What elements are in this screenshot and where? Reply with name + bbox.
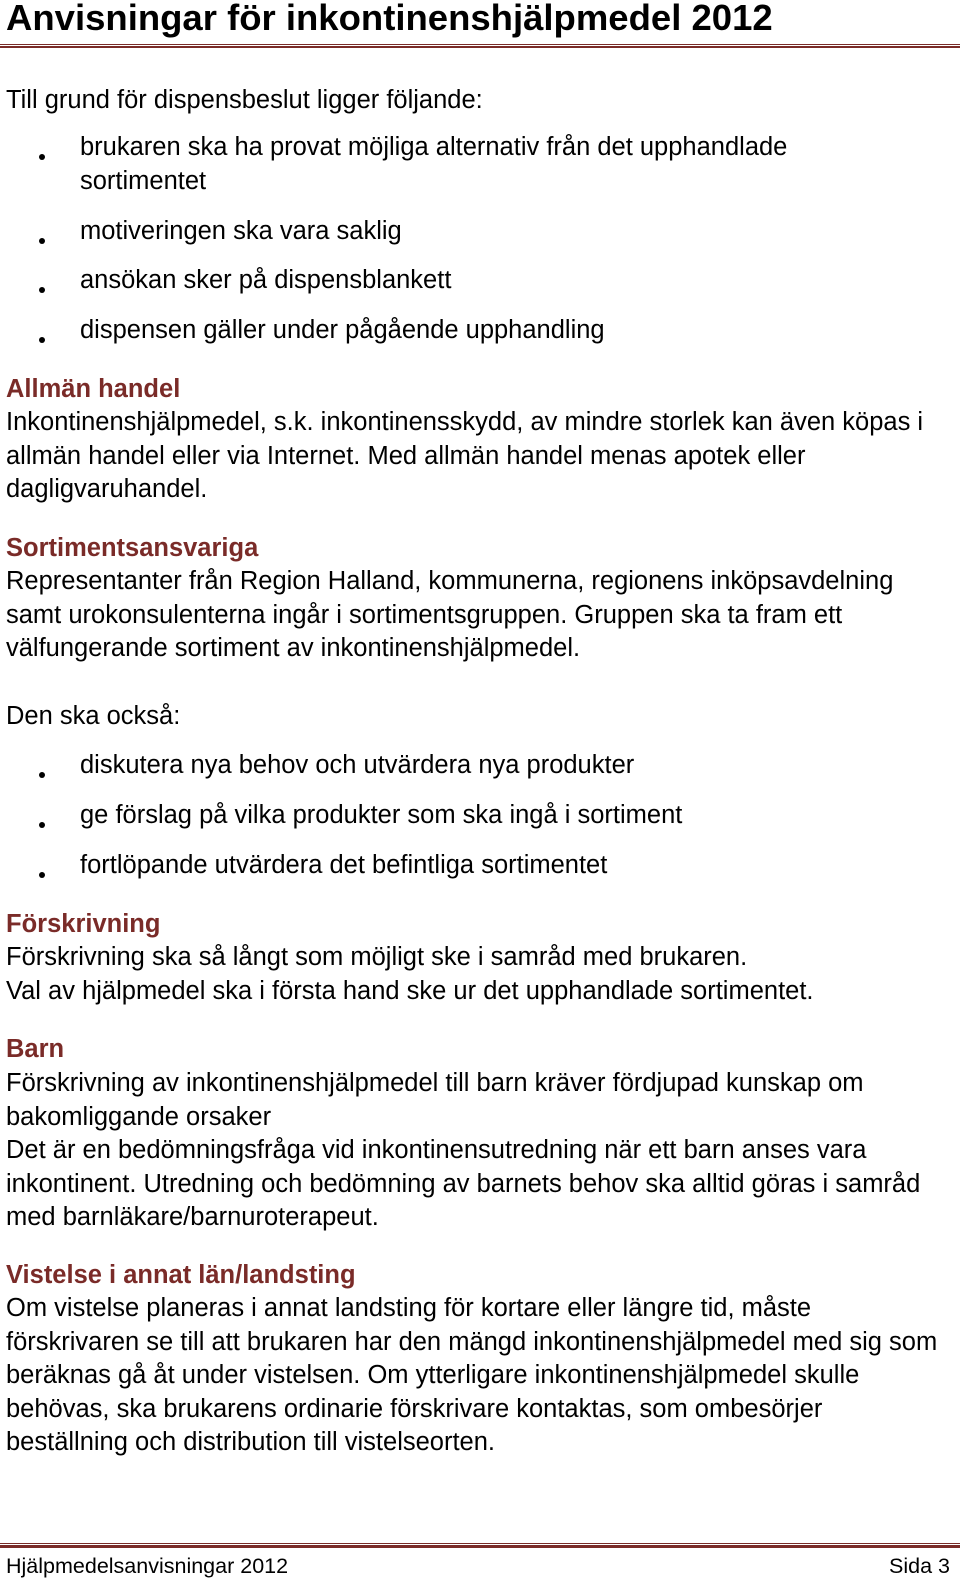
list-item-text: dispensen gäller under pågående upphandling [80, 316, 605, 344]
header-divider [0, 44, 960, 48]
section-text-vistelse: Om vistelse planeras i annat landsting för kortare eller längre tid, måste förskrivaren se till att brukaren har den mängd inkontinenshjälpmedel med sig som beräknas gå åt under vistelsen. Om ytterligare inkontinenshjälpmedel skulle behövas, ska brukarens ordinarie förskrivare kontaktas, som ombesörjer beställning och distribution till vistelseorten. [6, 1294, 938, 1456]
section-heading-barn: Barn [6, 1035, 65, 1063]
bullet-icon [39, 337, 45, 343]
section-text-forskrivning-2: Val av hjälpmedel ska i första hand ske ur det upphandlade sortimentet. [6, 977, 814, 1005]
section-text-forskrivning-1: Förskrivning ska så långt som möjligt ske i samråd med brukaren. [6, 943, 748, 971]
section-heading-sortimentsansvariga: Sortimentsansvariga [6, 534, 259, 562]
list-item-text: brukaren ska ha provat möjliga alternativ från det upphandlade sortimentet [80, 133, 788, 195]
section-lead-sortimentsansvariga: Den ska också: [6, 702, 181, 730]
intro-text: Till grund för dispensbeslut ligger följande: [6, 86, 483, 114]
bullet-icon [39, 238, 45, 244]
section-text-allman-handel: Inkontinenshjälpmedel, s.k. inkontinensskydd, av mindre storlek kan även köpas i allmän handel eller via Internet. Med allmän handel menas apotek eller dagligvaruhandel. [6, 408, 924, 503]
section-heading-vistelse: Vistelse i annat län/landsting [6, 1261, 356, 1289]
page-title: Anvisningar för inkontinenshjälpmedel 2012 [6, 0, 773, 38]
list-item-text: motiveringen ska vara saklig [80, 217, 402, 245]
list-item-text: ansökan sker på dispensblankett [80, 266, 452, 294]
bullet-icon [39, 154, 45, 160]
footer-document-name: Hjälpmedelsanvisningar 2012 [6, 1554, 289, 1578]
footer-divider [0, 1543, 960, 1548]
list-item-text: diskutera nya behov och utvärdera nya produkter [80, 751, 635, 779]
section-heading-forskrivning: Förskrivning [6, 910, 161, 938]
section-text-sortimentsansvariga: Representanter från Region Halland, kommunerna, regionens inköpsavdelning samt urokonsulenterna ingår i sortimentsgruppen. Gruppen ska ta fram ett välfungerande sortiment av inkontinenshjälpmedel. [6, 567, 894, 662]
footer-page-number: Sida 3 [889, 1554, 950, 1578]
list-item-text: fortlöpande utvärdera det befintliga sortimentet [80, 851, 608, 879]
section-heading-allman-handel: Allmän handel [6, 375, 181, 403]
bullet-icon [39, 822, 45, 828]
section-text-barn-2: Det är en bedömningsfråga vid inkontinensutredning när ett barn anses vara inkontinent. Utredning och bedömning av barnets behov ska alltid göras i samråd med barnläkare/barnuroterapeut. [6, 1136, 921, 1231]
bullet-icon [39, 772, 45, 778]
bullet-icon [39, 872, 45, 878]
list-item-text: ge förslag på vilka produkter som ska ingå i sortiment [80, 801, 683, 829]
bullet-icon [39, 287, 45, 293]
section-text-barn-1: Förskrivning av inkontinenshjälpmedel till barn kräver fördjupad kunskap om bakomliggande orsaker [6, 1069, 864, 1131]
